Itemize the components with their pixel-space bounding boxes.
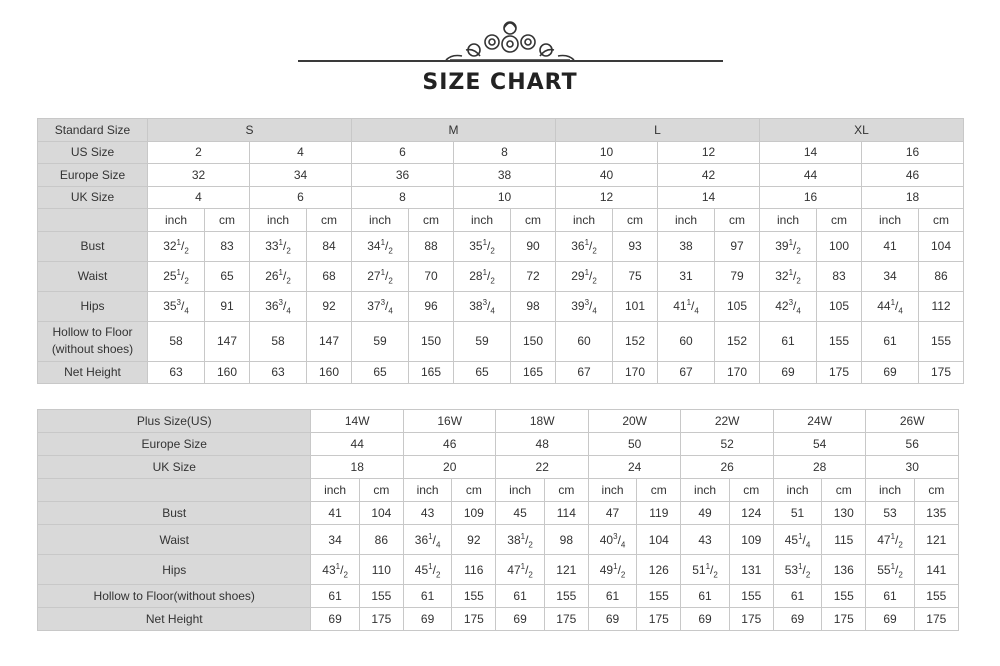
hollow-to-floor-without-shoes-row	[38, 585, 959, 608]
unit-cm: cm	[715, 209, 760, 232]
net-height-cm-cell: 170	[613, 361, 658, 384]
bust-inch-cell: 51	[773, 502, 821, 525]
europe-size-label: Europe Size	[38, 164, 148, 187]
bust-inch-cell: $32^1/_2$	[148, 231, 205, 261]
waist-inch-cell: $25^1/_2$	[148, 261, 205, 291]
hips-inch-cell: $53^1/_2$	[773, 555, 821, 585]
waist-cm-cell: 98	[544, 525, 588, 555]
hips-inch-cell: $43^1/_2$	[311, 555, 359, 585]
hollow-to-floor-without-shoes-inch-cell: 61	[588, 585, 636, 608]
bust-label: Bust	[38, 502, 311, 525]
bust-inch-cell: 47	[588, 502, 636, 525]
hollow-to-floor-without-shoes-inch-cell: 61	[311, 585, 359, 608]
net-height-inch-cell: 69	[681, 608, 729, 631]
unit-cm: cm	[613, 209, 658, 232]
waist-row	[38, 261, 964, 291]
bust-cm-cell: 135	[914, 502, 958, 525]
uk-size-cell: 22	[496, 456, 588, 479]
hips-cm-cell: 105	[715, 291, 760, 321]
europe-size-cell: 32	[148, 164, 250, 187]
net-height-inch-cell: 67	[658, 361, 715, 384]
plus-size-label: Plus Size(US)	[38, 410, 311, 433]
hips-inch-cell: $49^1/_2$	[588, 555, 636, 585]
hollow-to-floor-without-shoes-cm-cell: 150	[511, 321, 556, 361]
bust-cm-cell: 119	[637, 502, 681, 525]
unit-inch: inch	[681, 479, 729, 502]
bust-inch-cell: 49	[681, 502, 729, 525]
hips-cm-cell: 101	[613, 291, 658, 321]
uk-size-label: UK Size	[38, 456, 311, 479]
uk-size-cell: 4	[148, 186, 250, 209]
europe-size-cell: 46	[403, 433, 495, 456]
hollow-to-floor-without-shoes-cm-cell: 155	[817, 321, 862, 361]
standard-size-label: Standard Size	[38, 119, 148, 142]
uk-size-cell: 26	[681, 456, 773, 479]
hips-cm-cell: 92	[307, 291, 352, 321]
hollow-to-floor-without-shoes-row	[38, 321, 964, 361]
unit-cm: cm	[409, 209, 454, 232]
waist-cm-cell: 86	[919, 261, 964, 291]
us-size-label: US Size	[38, 141, 148, 164]
bust-inch-cell: 38	[658, 231, 715, 261]
unit-cm: cm	[817, 209, 862, 232]
unit-inch: inch	[773, 479, 821, 502]
unit-cm: cm	[544, 479, 588, 502]
bust-inch-cell: $34^1/_2$	[352, 231, 409, 261]
net-height-inch-cell: 69	[862, 361, 919, 384]
hips-cm-cell: 98	[511, 291, 556, 321]
hips-inch-cell: $38^3/_4$	[454, 291, 511, 321]
plus-size-cell: 26W	[866, 410, 959, 433]
standard-size-table	[37, 118, 964, 384]
hollow-to-floor-without-shoes-inch-cell: 61	[403, 585, 451, 608]
net-height-inch-cell: 69	[496, 608, 544, 631]
waist-cm-cell: 65	[205, 261, 250, 291]
page-title: SIZE CHART	[422, 70, 578, 95]
hips-inch-cell: $41^1/_4$	[658, 291, 715, 321]
unit-inch: inch	[556, 209, 613, 232]
hollow-to-floor-without-shoes-cm-cell: 155	[544, 585, 588, 608]
us-size-cell: 6	[352, 141, 454, 164]
net-height-cm-cell: 165	[511, 361, 556, 384]
hollow-to-floor-without-shoes-cm-cell: 152	[613, 321, 658, 361]
waist-cm-cell: 70	[409, 261, 454, 291]
waist-cm-cell: 75	[613, 261, 658, 291]
uk-size-cell: 20	[403, 456, 495, 479]
plus-size-row	[38, 410, 959, 433]
uk-size-cell: 8	[352, 186, 454, 209]
us-size-row	[38, 141, 964, 164]
hollow-to-floor-without-shoes-cm-cell: 155	[452, 585, 496, 608]
net-height-inch-cell: 65	[352, 361, 409, 384]
uk-size-cell: 28	[773, 456, 865, 479]
net-height-inch-cell: 69	[588, 608, 636, 631]
waist-inch-cell: $27^1/_2$	[352, 261, 409, 291]
bust-cm-cell: 90	[511, 231, 556, 261]
standard-size-cell: L	[556, 119, 760, 142]
bust-cm-cell: 88	[409, 231, 454, 261]
ornament-icon	[440, 14, 580, 64]
bust-inch-cell: 41	[311, 502, 359, 525]
bust-cm-cell: 109	[452, 502, 496, 525]
hollow-to-floor-without-shoes-inch-cell: 59	[352, 321, 409, 361]
waist-cm-cell: 72	[511, 261, 556, 291]
unit-cm: cm	[914, 479, 958, 502]
net-height-cm-cell: 175	[729, 608, 773, 631]
uk-size-cell: 16	[760, 186, 862, 209]
us-size-cell: 2	[148, 141, 250, 164]
hips-inch-cell: $42^3/_4$	[760, 291, 817, 321]
plus-size-cell: 22W	[681, 410, 773, 433]
unit-inch: inch	[862, 209, 919, 232]
waist-inch-cell: $29^1/_2$	[556, 261, 613, 291]
uk-size-cell: 24	[588, 456, 680, 479]
plus-size-cell: 20W	[588, 410, 680, 433]
bust-cm-cell: 93	[613, 231, 658, 261]
us-size-cell: 14	[760, 141, 862, 164]
net-height-inch-cell: 69	[773, 608, 821, 631]
units-row	[38, 479, 959, 502]
europe-size-cell: 36	[352, 164, 454, 187]
hips-cm-cell: 96	[409, 291, 454, 321]
hips-cm-cell: 136	[822, 555, 866, 585]
net-height-cm-cell: 175	[544, 608, 588, 631]
hips-inch-cell: $51^1/_2$	[681, 555, 729, 585]
waist-cm-cell: 104	[637, 525, 681, 555]
unit-inch: inch	[658, 209, 715, 232]
hips-inch-cell: $55^1/_2$	[866, 555, 914, 585]
net-height-cm-cell: 175	[914, 608, 958, 631]
units-label	[38, 479, 311, 502]
hips-inch-cell: $45^1/_2$	[403, 555, 451, 585]
net-height-inch-cell: 69	[311, 608, 359, 631]
hollow-to-floor-without-shoes-label: Hollow to Floor(without shoes)	[38, 585, 311, 608]
us-size-cell: 12	[658, 141, 760, 164]
us-size-cell: 16	[862, 141, 964, 164]
waist-cm-cell: 121	[914, 525, 958, 555]
hips-inch-cell: $44^1/_4$	[862, 291, 919, 321]
net-height-inch-cell: 63	[148, 361, 205, 384]
net-height-cm-cell: 160	[307, 361, 352, 384]
units-label	[38, 209, 148, 232]
plus-size-cell: 24W	[773, 410, 865, 433]
net-height-cm-cell: 175	[919, 361, 964, 384]
hips-label: Hips	[38, 555, 311, 585]
bust-inch-cell: 53	[866, 502, 914, 525]
net-height-cm-cell: 165	[409, 361, 454, 384]
us-size-cell: 10	[556, 141, 658, 164]
waist-inch-cell: 34	[862, 261, 919, 291]
waist-inch-cell: 34	[311, 525, 359, 555]
header	[0, 0, 1000, 110]
standard-size-cell: S	[148, 119, 352, 142]
waist-label: Waist	[38, 525, 311, 555]
hips-inch-cell: $36^3/_4$	[250, 291, 307, 321]
hollow-to-floor-without-shoes-cm-cell: 155	[822, 585, 866, 608]
waist-inch-cell: $38^1/_2$	[496, 525, 544, 555]
bust-cm-cell: 100	[817, 231, 862, 261]
hollow-to-floor-without-shoes-label: Hollow to Floor (without shoes)	[38, 321, 148, 361]
hips-cm-cell: 91	[205, 291, 250, 321]
uk-size-label: UK Size	[38, 186, 148, 209]
unit-cm: cm	[511, 209, 556, 232]
hips-cm-cell: 105	[817, 291, 862, 321]
net-height-cm-cell: 170	[715, 361, 760, 384]
hollow-to-floor-without-shoes-cm-cell: 155	[729, 585, 773, 608]
europe-size-cell: 54	[773, 433, 865, 456]
net-height-row	[38, 361, 964, 384]
europe-size-cell: 46	[862, 164, 964, 187]
bust-cm-cell: 114	[544, 502, 588, 525]
hips-cm-cell: 126	[637, 555, 681, 585]
unit-inch: inch	[148, 209, 205, 232]
unit-inch: inch	[588, 479, 636, 502]
hollow-to-floor-without-shoes-inch-cell: 58	[148, 321, 205, 361]
hollow-to-floor-without-shoes-inch-cell: 61	[760, 321, 817, 361]
unit-inch: inch	[403, 479, 451, 502]
net-height-cm-cell: 160	[205, 361, 250, 384]
standard-size-row	[38, 119, 964, 142]
europe-size-cell: 40	[556, 164, 658, 187]
europe-size-cell: 34	[250, 164, 352, 187]
waist-label: Waist	[38, 261, 148, 291]
unit-inch: inch	[866, 479, 914, 502]
bust-inch-cell: 41	[862, 231, 919, 261]
hips-cm-cell: 112	[919, 291, 964, 321]
us-size-cell: 8	[454, 141, 556, 164]
bust-inch-cell: 43	[403, 502, 451, 525]
net-height-inch-cell: 67	[556, 361, 613, 384]
bust-label: Bust	[38, 231, 148, 261]
waist-cm-cell: 92	[452, 525, 496, 555]
waist-cm-cell: 115	[822, 525, 866, 555]
waist-inch-cell: 43	[681, 525, 729, 555]
hollow-to-floor-without-shoes-cm-cell: 155	[359, 585, 403, 608]
hips-row	[38, 291, 964, 321]
waist-inch-cell: $32^1/_2$	[760, 261, 817, 291]
hips-label: Hips	[38, 291, 148, 321]
bust-inch-cell: 45	[496, 502, 544, 525]
hollow-to-floor-without-shoes-inch-cell: 61	[681, 585, 729, 608]
hollow-to-floor-without-shoes-inch-cell: 61	[866, 585, 914, 608]
waist-cm-cell: 86	[359, 525, 403, 555]
bust-cm-cell: 97	[715, 231, 760, 261]
hips-row	[38, 555, 959, 585]
net-height-cm-cell: 175	[359, 608, 403, 631]
hollow-to-floor-without-shoes-cm-cell: 152	[715, 321, 760, 361]
uk-size-cell: 6	[250, 186, 352, 209]
net-height-cm-cell: 175	[817, 361, 862, 384]
uk-size-cell: 14	[658, 186, 760, 209]
europe-size-cell: 52	[681, 433, 773, 456]
waist-inch-cell: $40^3/_4$	[588, 525, 636, 555]
hips-inch-cell: $35^3/_4$	[148, 291, 205, 321]
hollow-to-floor-without-shoes-inch-cell: 61	[496, 585, 544, 608]
waist-inch-cell: $26^1/_2$	[250, 261, 307, 291]
standard-size-cell: M	[352, 119, 556, 142]
unit-cm: cm	[729, 479, 773, 502]
waist-cm-cell: 83	[817, 261, 862, 291]
waist-cm-cell: 109	[729, 525, 773, 555]
unit-inch: inch	[311, 479, 359, 502]
hips-cm-cell: 110	[359, 555, 403, 585]
hollow-to-floor-without-shoes-inch-cell: 60	[658, 321, 715, 361]
bust-cm-cell: 84	[307, 231, 352, 261]
bust-cm-cell: 124	[729, 502, 773, 525]
waist-inch-cell: $47^1/_2$	[866, 525, 914, 555]
waist-row	[38, 525, 959, 555]
bust-row	[38, 502, 959, 525]
uk-size-row	[38, 456, 959, 479]
europe-size-label: Europe Size	[38, 433, 311, 456]
unit-inch: inch	[760, 209, 817, 232]
unit-cm: cm	[919, 209, 964, 232]
net-height-cm-cell: 175	[822, 608, 866, 631]
hips-inch-cell: $47^1/_2$	[496, 555, 544, 585]
waist-inch-cell: $28^1/_2$	[454, 261, 511, 291]
hollow-to-floor-without-shoes-cm-cell: 147	[205, 321, 250, 361]
net-height-inch-cell: 69	[866, 608, 914, 631]
hips-cm-cell: 131	[729, 555, 773, 585]
waist-inch-cell: $45^1/_4$	[773, 525, 821, 555]
net-height-row	[38, 608, 959, 631]
europe-size-row	[38, 433, 959, 456]
hollow-to-floor-without-shoes-inch-cell: 61	[773, 585, 821, 608]
hips-cm-cell: 121	[544, 555, 588, 585]
hollow-to-floor-without-shoes-inch-cell: 61	[862, 321, 919, 361]
plus-size-table	[37, 409, 959, 631]
unit-inch: inch	[250, 209, 307, 232]
unit-inch: inch	[496, 479, 544, 502]
uk-size-cell: 18	[311, 456, 403, 479]
europe-size-row	[38, 164, 964, 187]
uk-size-row	[38, 186, 964, 209]
hollow-to-floor-without-shoes-inch-cell: 59	[454, 321, 511, 361]
europe-size-cell: 50	[588, 433, 680, 456]
hollow-to-floor-without-shoes-cm-cell: 150	[409, 321, 454, 361]
net-height-inch-cell: 69	[403, 608, 451, 631]
hips-inch-cell: $39^3/_4$	[556, 291, 613, 321]
net-height-cm-cell: 175	[637, 608, 681, 631]
bust-cm-cell: 104	[359, 502, 403, 525]
europe-size-cell: 44	[760, 164, 862, 187]
waist-cm-cell: 68	[307, 261, 352, 291]
hollow-to-floor-without-shoes-inch-cell: 60	[556, 321, 613, 361]
unit-inch: inch	[454, 209, 511, 232]
waist-inch-cell: $36^1/_4$	[403, 525, 451, 555]
europe-size-cell: 38	[454, 164, 556, 187]
bust-cm-cell: 104	[919, 231, 964, 261]
bust-inch-cell: $33^1/_2$	[250, 231, 307, 261]
europe-size-cell: 44	[311, 433, 403, 456]
net-height-label: Net Height	[38, 361, 148, 384]
bust-inch-cell: $39^1/_2$	[760, 231, 817, 261]
bust-cm-cell: 83	[205, 231, 250, 261]
bust-inch-cell: $35^1/_2$	[454, 231, 511, 261]
units-row	[38, 209, 964, 232]
bust-inch-cell: $36^1/_2$	[556, 231, 613, 261]
net-height-inch-cell: 65	[454, 361, 511, 384]
europe-size-cell: 56	[866, 433, 959, 456]
unit-cm: cm	[359, 479, 403, 502]
plus-size-cell: 18W	[496, 410, 588, 433]
net-height-inch-cell: 69	[760, 361, 817, 384]
uk-size-cell: 18	[862, 186, 964, 209]
hips-cm-cell: 116	[452, 555, 496, 585]
plus-size-cell: 16W	[403, 410, 495, 433]
hips-cm-cell: 141	[914, 555, 958, 585]
hollow-to-floor-without-shoes-cm-cell: 155	[637, 585, 681, 608]
uk-size-cell: 30	[866, 456, 959, 479]
unit-cm: cm	[637, 479, 681, 502]
europe-size-cell: 48	[496, 433, 588, 456]
hollow-to-floor-without-shoes-cm-cell: 155	[919, 321, 964, 361]
waist-inch-cell: 31	[658, 261, 715, 291]
hollow-to-floor-without-shoes-inch-cell: 58	[250, 321, 307, 361]
title-rule	[298, 60, 723, 62]
hips-inch-cell: $37^3/_4$	[352, 291, 409, 321]
us-size-cell: 4	[250, 141, 352, 164]
bust-cm-cell: 130	[822, 502, 866, 525]
europe-size-cell: 42	[658, 164, 760, 187]
unit-inch: inch	[352, 209, 409, 232]
uk-size-cell: 12	[556, 186, 658, 209]
unit-cm: cm	[452, 479, 496, 502]
plus-size-cell: 14W	[311, 410, 403, 433]
unit-cm: cm	[307, 209, 352, 232]
waist-cm-cell: 79	[715, 261, 760, 291]
uk-size-cell: 10	[454, 186, 556, 209]
net-height-cm-cell: 175	[452, 608, 496, 631]
hollow-to-floor-without-shoes-cm-cell: 147	[307, 321, 352, 361]
standard-size-cell: XL	[760, 119, 964, 142]
bust-row	[38, 231, 964, 261]
hollow-to-floor-without-shoes-cm-cell: 155	[914, 585, 958, 608]
net-height-label: Net Height	[38, 608, 311, 631]
unit-cm: cm	[822, 479, 866, 502]
net-height-inch-cell: 63	[250, 361, 307, 384]
unit-cm: cm	[205, 209, 250, 232]
